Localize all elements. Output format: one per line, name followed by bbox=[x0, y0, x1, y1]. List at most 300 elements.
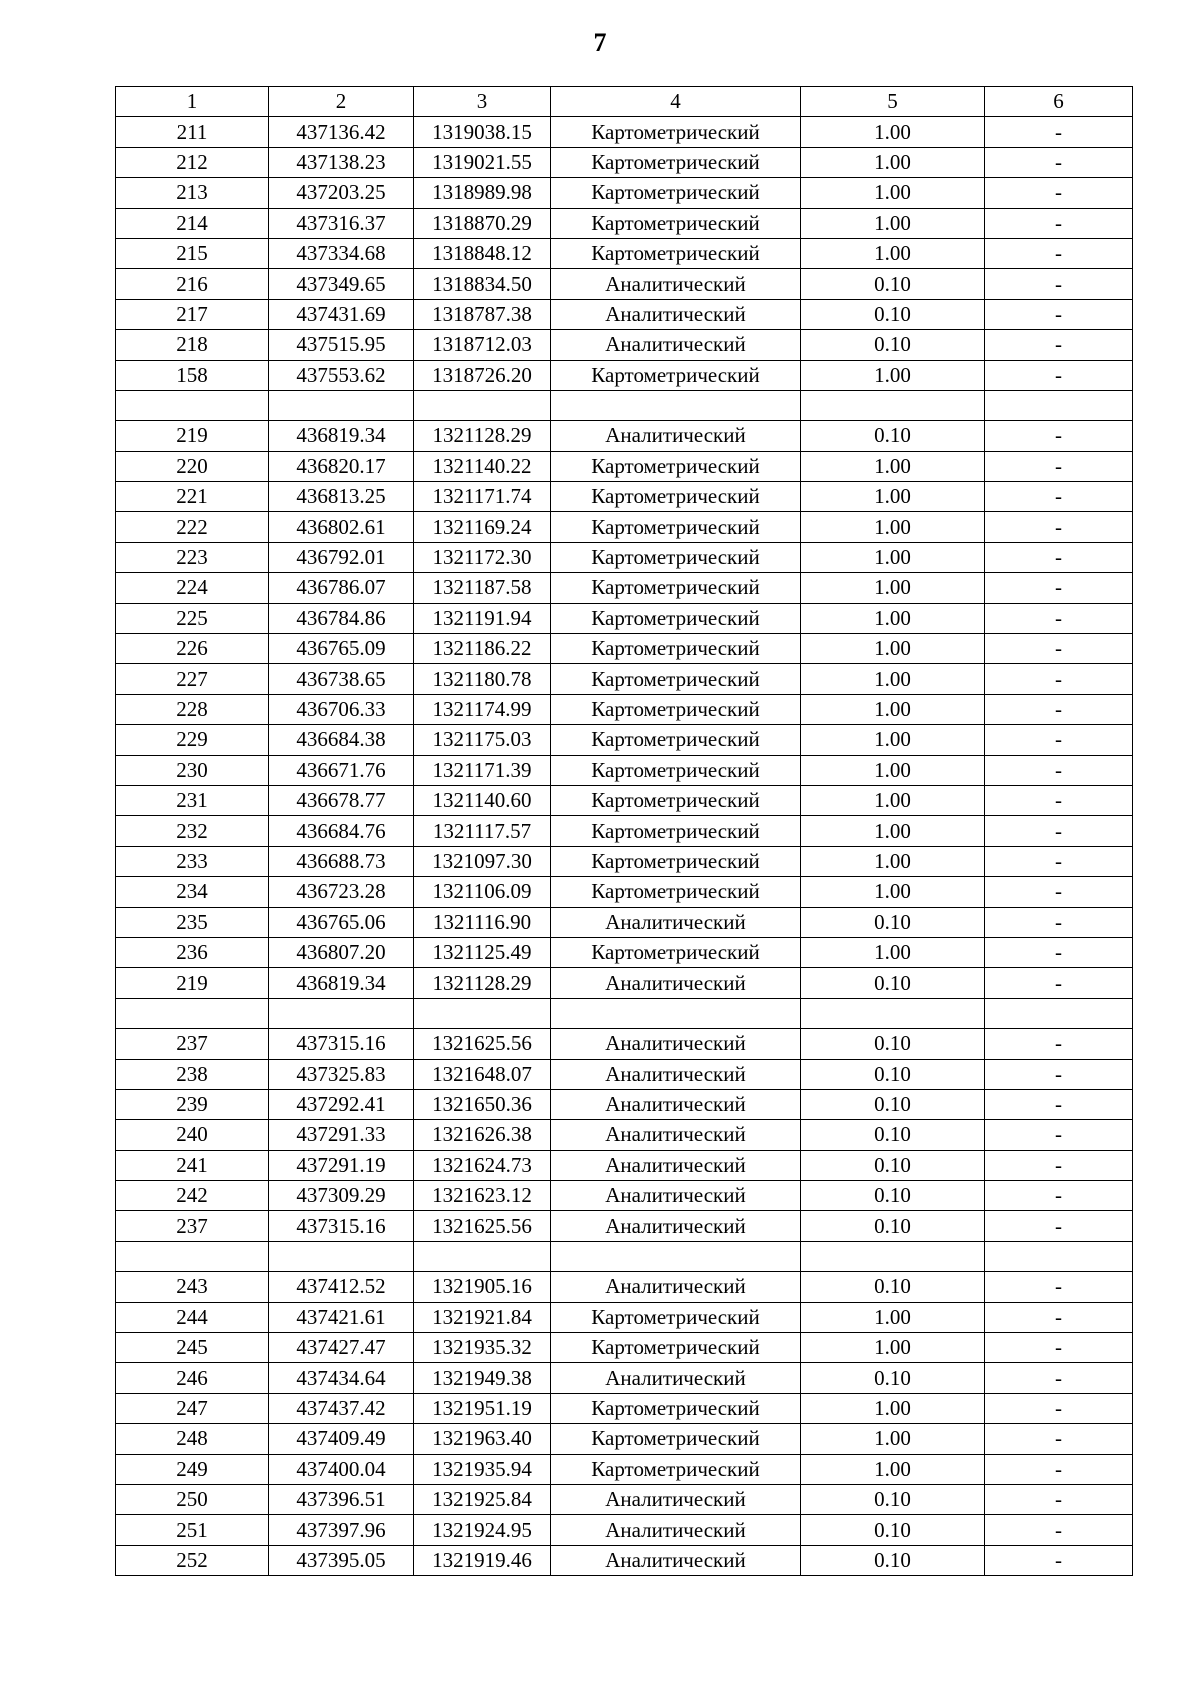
note-cell: - bbox=[985, 877, 1133, 907]
table-row bbox=[116, 208, 1133, 238]
y-coordinate-cell: 1321171.74 bbox=[414, 482, 551, 512]
y-coordinate-cell: 1318870.29 bbox=[414, 208, 551, 238]
y-coordinate-cell: 1321106.09 bbox=[414, 877, 551, 907]
point-number-cell: 218 bbox=[116, 330, 269, 360]
method-cell: Картометрический bbox=[551, 694, 801, 724]
note-cell: - bbox=[985, 1029, 1133, 1059]
point-number-cell: 234 bbox=[116, 877, 269, 907]
note-cell: - bbox=[985, 178, 1133, 208]
accuracy-cell: 1.00 bbox=[801, 634, 985, 664]
accuracy-cell: 0.10 bbox=[801, 1120, 985, 1150]
x-coordinate-cell: 436688.73 bbox=[269, 846, 414, 876]
column-header: 3 bbox=[414, 87, 551, 117]
point-number-cell: 250 bbox=[116, 1484, 269, 1514]
table-row bbox=[116, 1029, 1133, 1059]
y-coordinate-cell: 1321097.30 bbox=[414, 846, 551, 876]
y-coordinate-cell: 1321180.78 bbox=[414, 664, 551, 694]
y-coordinate-cell: 1318712.03 bbox=[414, 330, 551, 360]
point-number-cell: 216 bbox=[116, 269, 269, 299]
point-number-cell: 220 bbox=[116, 451, 269, 481]
point-number-cell: 222 bbox=[116, 512, 269, 542]
accuracy-cell: 0.10 bbox=[801, 1211, 985, 1241]
y-coordinate-cell bbox=[414, 998, 551, 1028]
method-cell: Аналитический bbox=[551, 1120, 801, 1150]
x-coordinate-cell: 437291.19 bbox=[269, 1150, 414, 1180]
accuracy-cell: 0.10 bbox=[801, 421, 985, 451]
x-coordinate-cell: 437203.25 bbox=[269, 178, 414, 208]
point-number-cell: 221 bbox=[116, 482, 269, 512]
method-cell: Аналитический bbox=[551, 1150, 801, 1180]
accuracy-cell: 1.00 bbox=[801, 725, 985, 755]
method-cell: Картометрический bbox=[551, 1302, 801, 1332]
point-number-cell: 235 bbox=[116, 907, 269, 937]
x-coordinate-cell: 436819.34 bbox=[269, 421, 414, 451]
method-cell: Аналитический bbox=[551, 1515, 801, 1545]
y-coordinate-cell: 1321624.73 bbox=[414, 1150, 551, 1180]
table-row bbox=[116, 603, 1133, 633]
accuracy-cell: 0.10 bbox=[801, 1272, 985, 1302]
point-number-cell: 225 bbox=[116, 603, 269, 633]
x-coordinate-cell: 437316.37 bbox=[269, 208, 414, 238]
method-cell: Картометрический bbox=[551, 755, 801, 785]
method-cell: Картометрический bbox=[551, 482, 801, 512]
x-coordinate-cell: 436786.07 bbox=[269, 573, 414, 603]
y-coordinate-cell: 1318989.98 bbox=[414, 178, 551, 208]
x-coordinate-cell: 437412.52 bbox=[269, 1272, 414, 1302]
accuracy-cell: 1.00 bbox=[801, 846, 985, 876]
y-coordinate-cell: 1318834.50 bbox=[414, 269, 551, 299]
x-coordinate-cell: 436807.20 bbox=[269, 937, 414, 967]
note-cell: - bbox=[985, 208, 1133, 238]
x-coordinate-cell: 436671.76 bbox=[269, 755, 414, 785]
y-coordinate-cell: 1321951.19 bbox=[414, 1393, 551, 1423]
method-cell: Картометрический bbox=[551, 512, 801, 542]
x-coordinate-cell: 437427.47 bbox=[269, 1333, 414, 1363]
accuracy-cell bbox=[801, 390, 985, 420]
note-cell: - bbox=[985, 1484, 1133, 1514]
note-cell: - bbox=[985, 147, 1133, 177]
x-coordinate-cell: 436723.28 bbox=[269, 877, 414, 907]
point-number-cell: 219 bbox=[116, 968, 269, 998]
point-number-cell: 211 bbox=[116, 117, 269, 147]
table-row bbox=[116, 269, 1133, 299]
table-row bbox=[116, 664, 1133, 694]
accuracy-cell: 1.00 bbox=[801, 1424, 985, 1454]
point-number-cell: 237 bbox=[116, 1029, 269, 1059]
x-coordinate-cell: 437421.61 bbox=[269, 1302, 414, 1332]
y-coordinate-cell: 1319021.55 bbox=[414, 147, 551, 177]
y-coordinate-cell: 1321921.84 bbox=[414, 1302, 551, 1332]
accuracy-cell: 0.10 bbox=[801, 1515, 985, 1545]
note-cell: - bbox=[985, 1333, 1133, 1363]
x-coordinate-cell: 437334.68 bbox=[269, 238, 414, 268]
y-coordinate-cell: 1319038.15 bbox=[414, 117, 551, 147]
y-coordinate-cell: 1321924.95 bbox=[414, 1515, 551, 1545]
table-row bbox=[116, 1272, 1133, 1302]
method-cell: Аналитический bbox=[551, 330, 801, 360]
method-cell: Картометрический bbox=[551, 603, 801, 633]
table-row bbox=[116, 785, 1133, 815]
y-coordinate-cell: 1321625.56 bbox=[414, 1211, 551, 1241]
point-number-cell: 240 bbox=[116, 1120, 269, 1150]
y-coordinate-cell: 1321116.90 bbox=[414, 907, 551, 937]
table-row bbox=[116, 542, 1133, 572]
accuracy-cell: 1.00 bbox=[801, 694, 985, 724]
method-cell: Аналитический bbox=[551, 1363, 801, 1393]
point-number-cell: 232 bbox=[116, 816, 269, 846]
x-coordinate-cell: 437515.95 bbox=[269, 330, 414, 360]
accuracy-cell: 1.00 bbox=[801, 1454, 985, 1484]
y-coordinate-cell: 1321117.57 bbox=[414, 816, 551, 846]
method-cell bbox=[551, 390, 801, 420]
note-cell: - bbox=[985, 1120, 1133, 1150]
y-coordinate-cell: 1321648.07 bbox=[414, 1059, 551, 1089]
method-cell: Картометрический bbox=[551, 877, 801, 907]
note-cell: - bbox=[985, 664, 1133, 694]
accuracy-cell: 1.00 bbox=[801, 1393, 985, 1423]
accuracy-cell: 1.00 bbox=[801, 664, 985, 694]
note-cell: - bbox=[985, 482, 1133, 512]
table-row bbox=[116, 1393, 1133, 1423]
method-cell: Картометрический bbox=[551, 208, 801, 238]
method-cell: Аналитический bbox=[551, 1545, 801, 1575]
method-cell: Картометрический bbox=[551, 1424, 801, 1454]
table-row bbox=[116, 755, 1133, 785]
note-cell: - bbox=[985, 117, 1133, 147]
point-number-cell: 233 bbox=[116, 846, 269, 876]
x-coordinate-cell: 437431.69 bbox=[269, 299, 414, 329]
table-row bbox=[116, 1059, 1133, 1089]
x-coordinate-cell: 436802.61 bbox=[269, 512, 414, 542]
point-number-cell: 224 bbox=[116, 573, 269, 603]
accuracy-cell: 1.00 bbox=[801, 208, 985, 238]
accuracy-cell: 1.00 bbox=[801, 755, 985, 785]
table-row bbox=[116, 907, 1133, 937]
accuracy-cell: 0.10 bbox=[801, 1059, 985, 1089]
note-cell: - bbox=[985, 451, 1133, 481]
note-cell: - bbox=[985, 634, 1133, 664]
table-row bbox=[116, 998, 1133, 1028]
x-coordinate-cell: 437409.49 bbox=[269, 1424, 414, 1454]
x-coordinate-cell: 436819.34 bbox=[269, 968, 414, 998]
accuracy-cell: 0.10 bbox=[801, 1181, 985, 1211]
note-cell: - bbox=[985, 1211, 1133, 1241]
y-coordinate-cell: 1321140.22 bbox=[414, 451, 551, 481]
y-coordinate-cell: 1321169.24 bbox=[414, 512, 551, 542]
table-row bbox=[116, 1241, 1133, 1271]
x-coordinate-cell: 436784.86 bbox=[269, 603, 414, 633]
y-coordinate-cell: 1321128.29 bbox=[414, 968, 551, 998]
x-coordinate-cell: 437396.51 bbox=[269, 1484, 414, 1514]
x-coordinate-cell: 436684.38 bbox=[269, 725, 414, 755]
note-cell: - bbox=[985, 1515, 1133, 1545]
table-row bbox=[116, 816, 1133, 846]
point-number-cell: 252 bbox=[116, 1545, 269, 1575]
y-coordinate-cell: 1321172.30 bbox=[414, 542, 551, 572]
accuracy-cell: 1.00 bbox=[801, 542, 985, 572]
x-coordinate-cell: 437437.42 bbox=[269, 1393, 414, 1423]
x-coordinate-cell: 436706.33 bbox=[269, 694, 414, 724]
accuracy-cell: 0.10 bbox=[801, 968, 985, 998]
method-cell: Аналитический bbox=[551, 968, 801, 998]
x-coordinate-cell: 437309.29 bbox=[269, 1181, 414, 1211]
y-coordinate-cell: 1321963.40 bbox=[414, 1424, 551, 1454]
point-number-cell: 241 bbox=[116, 1150, 269, 1180]
table-row bbox=[116, 1454, 1133, 1484]
x-coordinate-cell: 436738.65 bbox=[269, 664, 414, 694]
method-cell: Аналитический bbox=[551, 1029, 801, 1059]
table-row bbox=[116, 1545, 1133, 1575]
x-coordinate-cell: 436813.25 bbox=[269, 482, 414, 512]
point-number-cell bbox=[116, 390, 269, 420]
method-cell: Аналитический bbox=[551, 907, 801, 937]
table-row bbox=[116, 421, 1133, 451]
table-row bbox=[116, 1484, 1133, 1514]
accuracy-cell: 0.10 bbox=[801, 1484, 985, 1514]
x-coordinate-cell: 437553.62 bbox=[269, 360, 414, 390]
note-cell: - bbox=[985, 694, 1133, 724]
y-coordinate-cell: 1321175.03 bbox=[414, 725, 551, 755]
x-coordinate-cell: 437315.16 bbox=[269, 1029, 414, 1059]
accuracy-cell: 0.10 bbox=[801, 269, 985, 299]
point-number-cell: 251 bbox=[116, 1515, 269, 1545]
point-number-cell: 217 bbox=[116, 299, 269, 329]
note-cell: - bbox=[985, 1272, 1133, 1302]
note-cell bbox=[985, 1241, 1133, 1271]
point-number-cell: 213 bbox=[116, 178, 269, 208]
accuracy-cell: 1.00 bbox=[801, 937, 985, 967]
table-row bbox=[116, 1363, 1133, 1393]
note-cell bbox=[985, 390, 1133, 420]
x-coordinate-cell: 436684.76 bbox=[269, 816, 414, 846]
table-row bbox=[116, 1089, 1133, 1119]
note-cell: - bbox=[985, 360, 1133, 390]
x-coordinate-cell bbox=[269, 390, 414, 420]
point-number-cell: 238 bbox=[116, 1059, 269, 1089]
note-cell: - bbox=[985, 755, 1133, 785]
accuracy-cell: 0.10 bbox=[801, 1363, 985, 1393]
point-number-cell: 242 bbox=[116, 1181, 269, 1211]
point-number-cell: 226 bbox=[116, 634, 269, 664]
y-coordinate-cell: 1321625.56 bbox=[414, 1029, 551, 1059]
accuracy-cell bbox=[801, 998, 985, 1028]
accuracy-cell: 1.00 bbox=[801, 117, 985, 147]
y-coordinate-cell bbox=[414, 390, 551, 420]
note-cell: - bbox=[985, 907, 1133, 937]
note-cell: - bbox=[985, 937, 1133, 967]
method-cell: Картометрический bbox=[551, 816, 801, 846]
accuracy-cell bbox=[801, 1241, 985, 1271]
method-cell: Картометрический bbox=[551, 1454, 801, 1484]
note-cell: - bbox=[985, 1181, 1133, 1211]
method-cell: Картометрический bbox=[551, 542, 801, 572]
method-cell: Аналитический bbox=[551, 1181, 801, 1211]
table-row bbox=[116, 1120, 1133, 1150]
y-coordinate-cell: 1321191.94 bbox=[414, 603, 551, 633]
table-row bbox=[116, 1333, 1133, 1363]
table-row bbox=[116, 846, 1133, 876]
note-cell: - bbox=[985, 1393, 1133, 1423]
y-coordinate-cell: 1321128.29 bbox=[414, 421, 551, 451]
point-number-cell: 212 bbox=[116, 147, 269, 177]
point-number-cell: 215 bbox=[116, 238, 269, 268]
point-number-cell: 230 bbox=[116, 755, 269, 785]
column-header: 2 bbox=[269, 87, 414, 117]
note-cell: - bbox=[985, 238, 1133, 268]
accuracy-cell: 1.00 bbox=[801, 451, 985, 481]
table-row bbox=[116, 299, 1133, 329]
note-cell: - bbox=[985, 1545, 1133, 1575]
x-coordinate-cell: 437315.16 bbox=[269, 1211, 414, 1241]
y-coordinate-cell: 1321905.16 bbox=[414, 1272, 551, 1302]
method-cell: Картометрический bbox=[551, 573, 801, 603]
table-row bbox=[116, 451, 1133, 481]
note-cell: - bbox=[985, 1363, 1133, 1393]
x-coordinate-cell: 437397.96 bbox=[269, 1515, 414, 1545]
point-number-cell: 214 bbox=[116, 208, 269, 238]
accuracy-cell: 1.00 bbox=[801, 816, 985, 846]
point-number-cell bbox=[116, 998, 269, 1028]
x-coordinate-cell: 436678.77 bbox=[269, 785, 414, 815]
method-cell: Аналитический bbox=[551, 1211, 801, 1241]
method-cell bbox=[551, 998, 801, 1028]
note-cell: - bbox=[985, 1302, 1133, 1332]
accuracy-cell: 1.00 bbox=[801, 1302, 985, 1332]
table-row bbox=[116, 1181, 1133, 1211]
y-coordinate-cell: 1321140.60 bbox=[414, 785, 551, 815]
note-cell: - bbox=[985, 421, 1133, 451]
y-coordinate-cell: 1321949.38 bbox=[414, 1363, 551, 1393]
table-row bbox=[116, 694, 1133, 724]
note-cell: - bbox=[985, 816, 1133, 846]
accuracy-cell: 1.00 bbox=[801, 573, 985, 603]
x-coordinate-cell: 436765.09 bbox=[269, 634, 414, 664]
y-coordinate-cell: 1321919.46 bbox=[414, 1545, 551, 1575]
method-cell: Картометрический bbox=[551, 937, 801, 967]
table-row bbox=[116, 117, 1133, 147]
note-cell: - bbox=[985, 1424, 1133, 1454]
accuracy-cell: 0.10 bbox=[801, 1545, 985, 1575]
accuracy-cell: 1.00 bbox=[801, 178, 985, 208]
table-row bbox=[116, 1211, 1133, 1241]
method-cell: Аналитический bbox=[551, 269, 801, 299]
method-cell: Картометрический bbox=[551, 846, 801, 876]
y-coordinate-cell: 1321925.84 bbox=[414, 1484, 551, 1514]
point-number-cell: 231 bbox=[116, 785, 269, 815]
note-cell: - bbox=[985, 269, 1133, 299]
note-cell: - bbox=[985, 968, 1133, 998]
table-row bbox=[116, 178, 1133, 208]
point-number-cell: 237 bbox=[116, 1211, 269, 1241]
x-coordinate-cell: 436792.01 bbox=[269, 542, 414, 572]
x-coordinate-cell: 437291.33 bbox=[269, 1120, 414, 1150]
method-cell: Аналитический bbox=[551, 299, 801, 329]
table-row bbox=[116, 1150, 1133, 1180]
method-cell: Картометрический bbox=[551, 238, 801, 268]
method-cell: Аналитический bbox=[551, 421, 801, 451]
table-row bbox=[116, 573, 1133, 603]
column-header: 4 bbox=[551, 87, 801, 117]
method-cell: Картометрический bbox=[551, 117, 801, 147]
table-row bbox=[116, 238, 1133, 268]
note-cell: - bbox=[985, 1059, 1133, 1089]
y-coordinate-cell: 1321171.39 bbox=[414, 755, 551, 785]
x-coordinate-cell: 437400.04 bbox=[269, 1454, 414, 1484]
method-cell: Картометрический bbox=[551, 1393, 801, 1423]
method-cell: Картометрический bbox=[551, 147, 801, 177]
accuracy-cell: 0.10 bbox=[801, 1089, 985, 1119]
accuracy-cell: 1.00 bbox=[801, 482, 985, 512]
method-cell: Аналитический bbox=[551, 1089, 801, 1119]
table-row bbox=[116, 390, 1133, 420]
table-row bbox=[116, 147, 1133, 177]
y-coordinate-cell: 1321935.32 bbox=[414, 1333, 551, 1363]
method-cell: Картометрический bbox=[551, 664, 801, 694]
y-coordinate-cell: 1318848.12 bbox=[414, 238, 551, 268]
table-row bbox=[116, 725, 1133, 755]
accuracy-cell: 1.00 bbox=[801, 1333, 985, 1363]
accuracy-cell: 0.10 bbox=[801, 1029, 985, 1059]
y-coordinate-cell: 1318787.38 bbox=[414, 299, 551, 329]
table-row bbox=[116, 1302, 1133, 1332]
note-cell: - bbox=[985, 1150, 1133, 1180]
page-number: 7 bbox=[593, 28, 607, 57]
column-header: 6 bbox=[985, 87, 1133, 117]
note-cell: - bbox=[985, 542, 1133, 572]
accuracy-cell: 1.00 bbox=[801, 360, 985, 390]
accuracy-cell: 0.10 bbox=[801, 907, 985, 937]
x-coordinate-cell: 437136.42 bbox=[269, 117, 414, 147]
note-cell: - bbox=[985, 603, 1133, 633]
point-number-cell: 239 bbox=[116, 1089, 269, 1119]
accuracy-cell: 1.00 bbox=[801, 785, 985, 815]
note-cell: - bbox=[985, 573, 1133, 603]
accuracy-cell: 0.10 bbox=[801, 299, 985, 329]
accuracy-cell: 1.00 bbox=[801, 603, 985, 633]
x-coordinate-cell bbox=[269, 998, 414, 1028]
point-number-cell: 248 bbox=[116, 1424, 269, 1454]
note-cell: - bbox=[985, 512, 1133, 542]
y-coordinate-cell: 1318726.20 bbox=[414, 360, 551, 390]
y-coordinate-cell: 1321186.22 bbox=[414, 634, 551, 664]
table-row bbox=[116, 482, 1133, 512]
note-cell bbox=[985, 998, 1133, 1028]
y-coordinate-cell: 1321187.58 bbox=[414, 573, 551, 603]
accuracy-cell: 0.10 bbox=[801, 1150, 985, 1180]
point-number-cell: 246 bbox=[116, 1363, 269, 1393]
x-coordinate-cell: 437325.83 bbox=[269, 1059, 414, 1089]
point-number-cell: 236 bbox=[116, 937, 269, 967]
y-coordinate-cell: 1321623.12 bbox=[414, 1181, 551, 1211]
point-number-cell: 228 bbox=[116, 694, 269, 724]
point-number-cell: 244 bbox=[116, 1302, 269, 1332]
accuracy-cell: 1.00 bbox=[801, 877, 985, 907]
note-cell: - bbox=[985, 725, 1133, 755]
point-number-cell: 223 bbox=[116, 542, 269, 572]
x-coordinate-cell: 437395.05 bbox=[269, 1545, 414, 1575]
method-cell: Картометрический bbox=[551, 725, 801, 755]
x-coordinate-cell: 437349.65 bbox=[269, 269, 414, 299]
y-coordinate-cell: 1321174.99 bbox=[414, 694, 551, 724]
coordinates-table bbox=[115, 86, 1133, 1576]
note-cell: - bbox=[985, 1089, 1133, 1119]
x-coordinate-cell: 436765.06 bbox=[269, 907, 414, 937]
method-cell: Картометрический bbox=[551, 785, 801, 815]
table-row bbox=[116, 968, 1133, 998]
method-cell: Картометрический bbox=[551, 178, 801, 208]
table-row bbox=[116, 330, 1133, 360]
x-coordinate-cell: 437292.41 bbox=[269, 1089, 414, 1119]
